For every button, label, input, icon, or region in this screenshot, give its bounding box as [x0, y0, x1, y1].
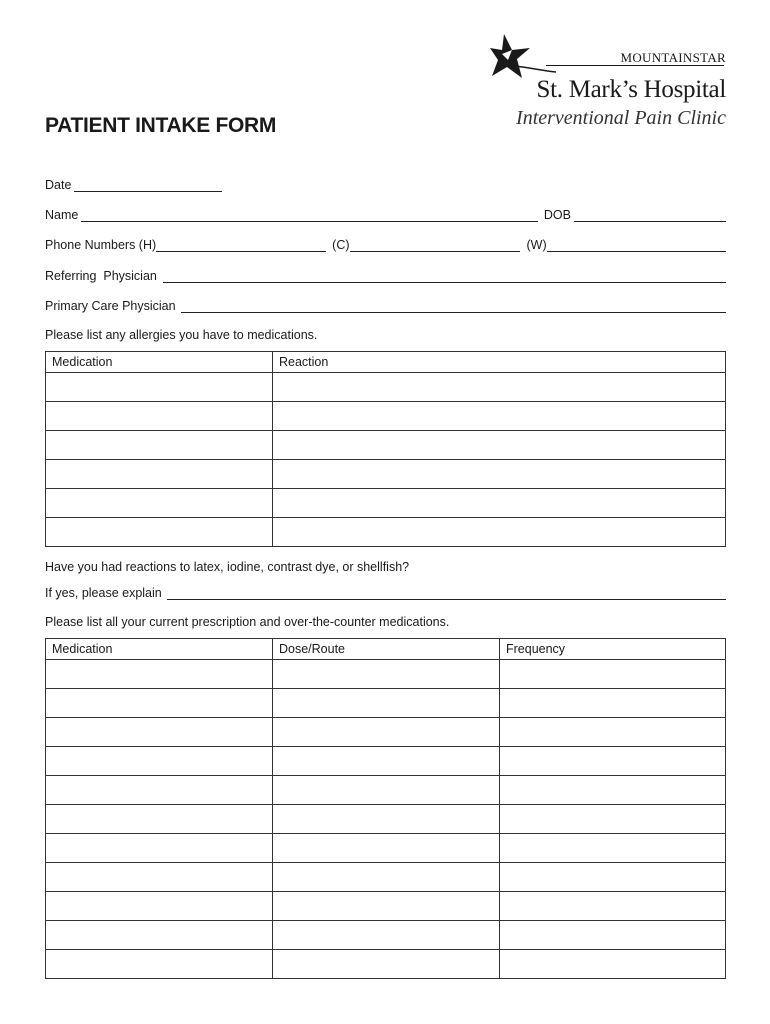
allergies-table [45, 351, 726, 547]
referring-label: Referring Physician [45, 269, 157, 283]
table-cell[interactable] [500, 747, 726, 776]
column-header: Reaction [273, 352, 726, 373]
table-row [46, 718, 726, 747]
explain-row [45, 584, 726, 600]
table-cell[interactable] [46, 892, 273, 921]
name-label: Name [45, 208, 79, 222]
column-header: Frequency [500, 639, 726, 660]
dob-label: DOB [543, 208, 571, 222]
hospital-name: St. Mark’s Hospital [536, 76, 726, 103]
phone-home-field[interactable] [156, 238, 326, 252]
table-cell[interactable] [46, 718, 273, 747]
table-cell[interactable] [273, 689, 500, 718]
table-header [46, 639, 726, 660]
table-cell[interactable] [46, 518, 273, 547]
table-cell[interactable] [500, 834, 726, 863]
table-cell[interactable] [46, 373, 273, 402]
star-icon [486, 32, 556, 82]
explain-label: If yes, please explain [45, 586, 162, 600]
table-cell[interactable] [500, 660, 726, 689]
table-cell[interactable] [46, 834, 273, 863]
table-cell[interactable] [273, 834, 500, 863]
clinic-name: Interventional Pain Clinic [516, 107, 726, 129]
table-cell[interactable] [273, 518, 726, 547]
allergies-prompt: Please list any allergies you have to medications. [45, 328, 318, 342]
table-cell[interactable] [500, 863, 726, 892]
table-cell[interactable] [273, 660, 500, 689]
table-row [46, 489, 726, 518]
table-row [46, 431, 726, 460]
date-row [45, 176, 222, 192]
table-cell[interactable] [273, 373, 726, 402]
table-row [46, 689, 726, 718]
explain-field[interactable] [167, 586, 726, 600]
table-cell[interactable] [46, 921, 273, 950]
table-cell[interactable] [273, 892, 500, 921]
table-cell[interactable] [273, 747, 500, 776]
table-row [46, 518, 726, 547]
latex-question: Have you had reactions to latex, iodine, contrast dye, or shellfish? [45, 560, 410, 574]
table-row [46, 834, 726, 863]
primary-label: Primary Care Physician [45, 299, 176, 313]
table-cell[interactable] [500, 689, 726, 718]
table-cell[interactable] [273, 402, 726, 431]
table-cell[interactable] [273, 718, 500, 747]
table-cell[interactable] [46, 863, 273, 892]
table-cell[interactable] [46, 950, 273, 979]
table-cell[interactable] [500, 921, 726, 950]
page-title: PATIENT INTAKE FORM [45, 114, 277, 137]
table-header [46, 352, 726, 373]
date-label: Date [45, 178, 72, 192]
referring-field[interactable] [163, 269, 726, 283]
table-cell[interactable] [273, 921, 500, 950]
primary-row [45, 297, 726, 313]
table-cell[interactable] [46, 776, 273, 805]
table-cell[interactable] [273, 863, 500, 892]
phone-cell-field[interactable] [350, 238, 520, 252]
date-field[interactable] [74, 178, 222, 192]
phone-cell-label: (C) [332, 238, 350, 252]
table-cell[interactable] [46, 489, 273, 518]
table-cell[interactable] [46, 805, 273, 834]
table-cell[interactable] [273, 776, 500, 805]
table-cell[interactable] [500, 805, 726, 834]
table-cell[interactable] [273, 950, 500, 979]
medications-prompt: Please list all your current prescription and over-the-counter medications. [45, 615, 450, 629]
table-cell[interactable] [500, 776, 726, 805]
table-cell[interactable] [46, 460, 273, 489]
table-cell[interactable] [46, 431, 273, 460]
table-cell[interactable] [273, 805, 500, 834]
column-header: Medication [46, 352, 273, 373]
phone-home-label: Phone Numbers (H) [45, 238, 157, 252]
column-header: Dose/Route [273, 639, 500, 660]
table-row [46, 776, 726, 805]
table-row [46, 660, 726, 689]
column-header: Medication [46, 639, 273, 660]
table-cell[interactable] [500, 950, 726, 979]
dob-field[interactable] [574, 208, 726, 222]
brand-name: MOUNTAINSTAR [620, 50, 726, 65]
phone-row [45, 236, 726, 252]
primary-field[interactable] [181, 299, 726, 313]
table-cell[interactable] [500, 892, 726, 921]
phone-work-label: (W) [526, 238, 547, 252]
table-row [46, 863, 726, 892]
table-row [46, 950, 726, 979]
table-row [46, 747, 726, 776]
phone-work-field[interactable] [547, 238, 726, 252]
table-cell[interactable] [46, 689, 273, 718]
table-row [46, 460, 726, 489]
table-row [46, 805, 726, 834]
referring-row [45, 267, 726, 283]
table-cell[interactable] [46, 660, 273, 689]
table-cell[interactable] [273, 489, 726, 518]
table-cell[interactable] [273, 431, 726, 460]
name-row [45, 206, 726, 222]
medications-table [45, 638, 726, 979]
table-cell[interactable] [273, 460, 726, 489]
table-cell[interactable] [46, 402, 273, 431]
table-row [46, 921, 726, 950]
table-cell[interactable] [500, 718, 726, 747]
table-row [46, 892, 726, 921]
hospital-logo [486, 32, 726, 132]
table-cell[interactable] [46, 747, 273, 776]
name-field[interactable] [81, 208, 538, 222]
table-row [46, 373, 726, 402]
table-row [46, 402, 726, 431]
